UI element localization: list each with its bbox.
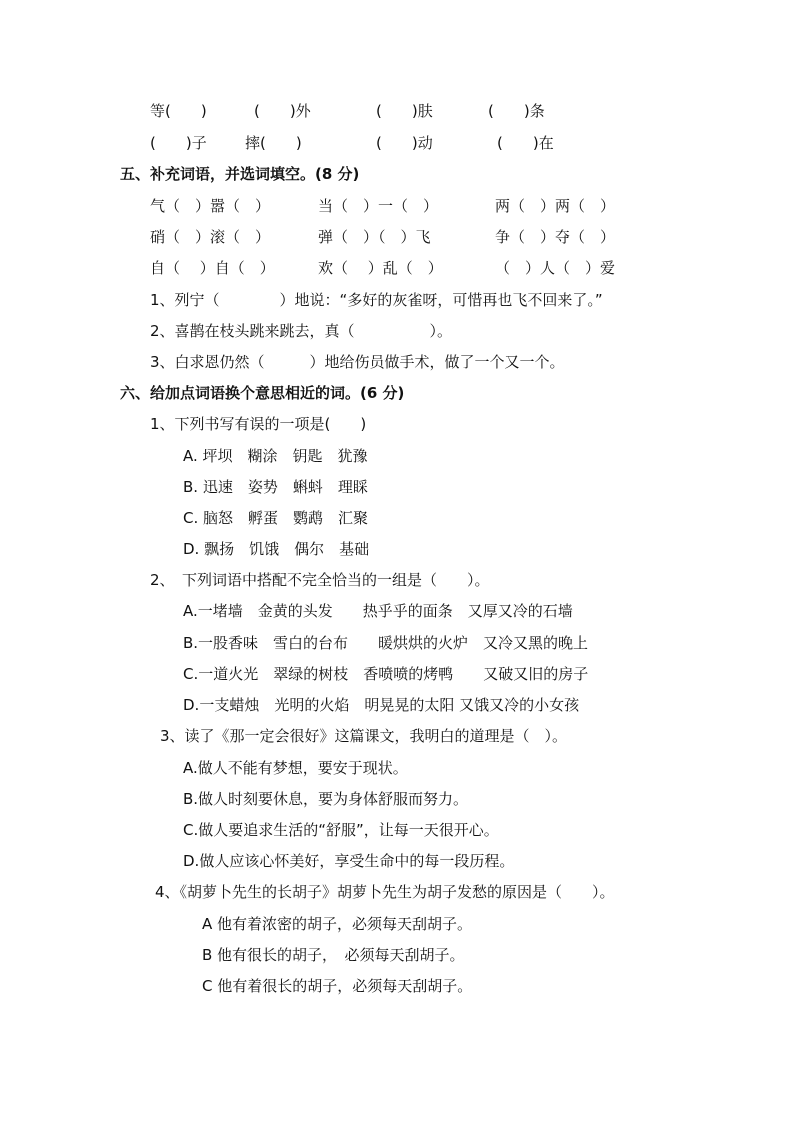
fill-sentence: 2、喜鹊在枝头跳来跳去，真（ ）。 <box>150 322 453 340</box>
choice-option: D. 飘扬 饥饿 偶尔 基础 <box>183 540 370 558</box>
choice-option: D.做人应该心怀美好，享受生命中的每一段历程。 <box>183 852 515 870</box>
fill-item: 等( ) <box>150 102 207 120</box>
choice-option: A.做人不能有梦想，要安于现状。 <box>183 759 408 777</box>
choice-option: A 他有着浓密的胡子，必须每天刮胡子。 <box>202 915 473 933</box>
fill-item: ( )外 <box>254 102 311 120</box>
fill-item: ( )在 <box>497 134 554 152</box>
fill-sentence: 3、白求恩仍然（ ）地给伤员做手术，做了一个又一个。 <box>150 353 565 371</box>
choice-option: B.一股香味 雪白的台布 暖烘烘的火炉 又冷又黑的晚上 <box>183 634 589 652</box>
fill-item: ( )条 <box>488 102 545 120</box>
choice-option: A. 坪坝 糊涂 钥匙 犹豫 <box>183 447 368 465</box>
choice-option: C 他有着很长的胡子，必须每天刮胡子。 <box>202 977 473 995</box>
choice-option: C. 脑怒 孵蛋 鹦鹉 汇聚 <box>183 509 369 527</box>
idiom-item: 欢（ ）乱（ ） <box>318 259 443 277</box>
fill-item: 摔( ) <box>245 134 302 152</box>
fill-sentence: 1、列宁（ ）地说：“多好的灰雀呀，可惜再也飞不回来了。” <box>150 291 603 309</box>
idiom-item: 弹（ ）（ ）飞 <box>318 228 431 246</box>
idiom-item: 当（ ）一（ ） <box>318 197 439 215</box>
question-stem: 1、下列书写有误的一项是( ) <box>150 415 367 433</box>
section5-heading: 五、补充词语，并选词填空。(8 分) <box>120 165 360 183</box>
choice-option: B.做人时刻要休息，要为身体舒服而努力。 <box>183 790 469 808</box>
fill-item: ( )肤 <box>376 102 433 120</box>
question-stem: 2、 下列词语中搭配不完全恰当的一组是（ ）。 <box>150 571 490 589</box>
choice-option: A.一堵墙 金黄的头发 热乎乎的面条 又厚又冷的石墙 <box>183 602 573 620</box>
choice-option: B 他有很长的胡子， 必须每天刮胡子。 <box>202 946 465 964</box>
question-stem: 3、读了《那一定会很好》这篇课文，我明白的道理是（ ）。 <box>160 727 568 745</box>
fill-item: ( )动 <box>376 134 433 152</box>
idiom-item: 硝（ ）滚（ ） <box>150 228 271 246</box>
choice-option: D.一支蜡烛 光明的火焰 明晃晃的太阳 又饿又冷的小女孩 <box>183 696 580 714</box>
idiom-item: 气（ ）嚣（ ） <box>150 197 271 215</box>
choice-option: B. 迅速 姿势 蝌蚪 理睬 <box>183 478 368 496</box>
choice-option: C.做人要追求生活的“舒服”，让每一天很开心。 <box>183 821 499 839</box>
idiom-item: （ ）人（ ）爱 <box>495 259 616 277</box>
idiom-item: 争（ ）夺（ ） <box>495 228 616 246</box>
choice-option: C.一道火光 翠绿的树枝 香喷喷的烤鸭 又破又旧的房子 <box>183 665 589 683</box>
question-stem: 4、《胡萝卜先生的长胡子》胡萝卜先生为胡子发愁的原因是（ ）。 <box>155 883 615 901</box>
idiom-item: 两（ ）两（ ） <box>495 197 616 215</box>
idiom-item: 自（ ）自（ ） <box>150 259 275 277</box>
fill-item: ( )子 <box>150 134 207 152</box>
section6-heading: 六、给加点词语换个意思相近的词。(6 分) <box>120 384 405 402</box>
